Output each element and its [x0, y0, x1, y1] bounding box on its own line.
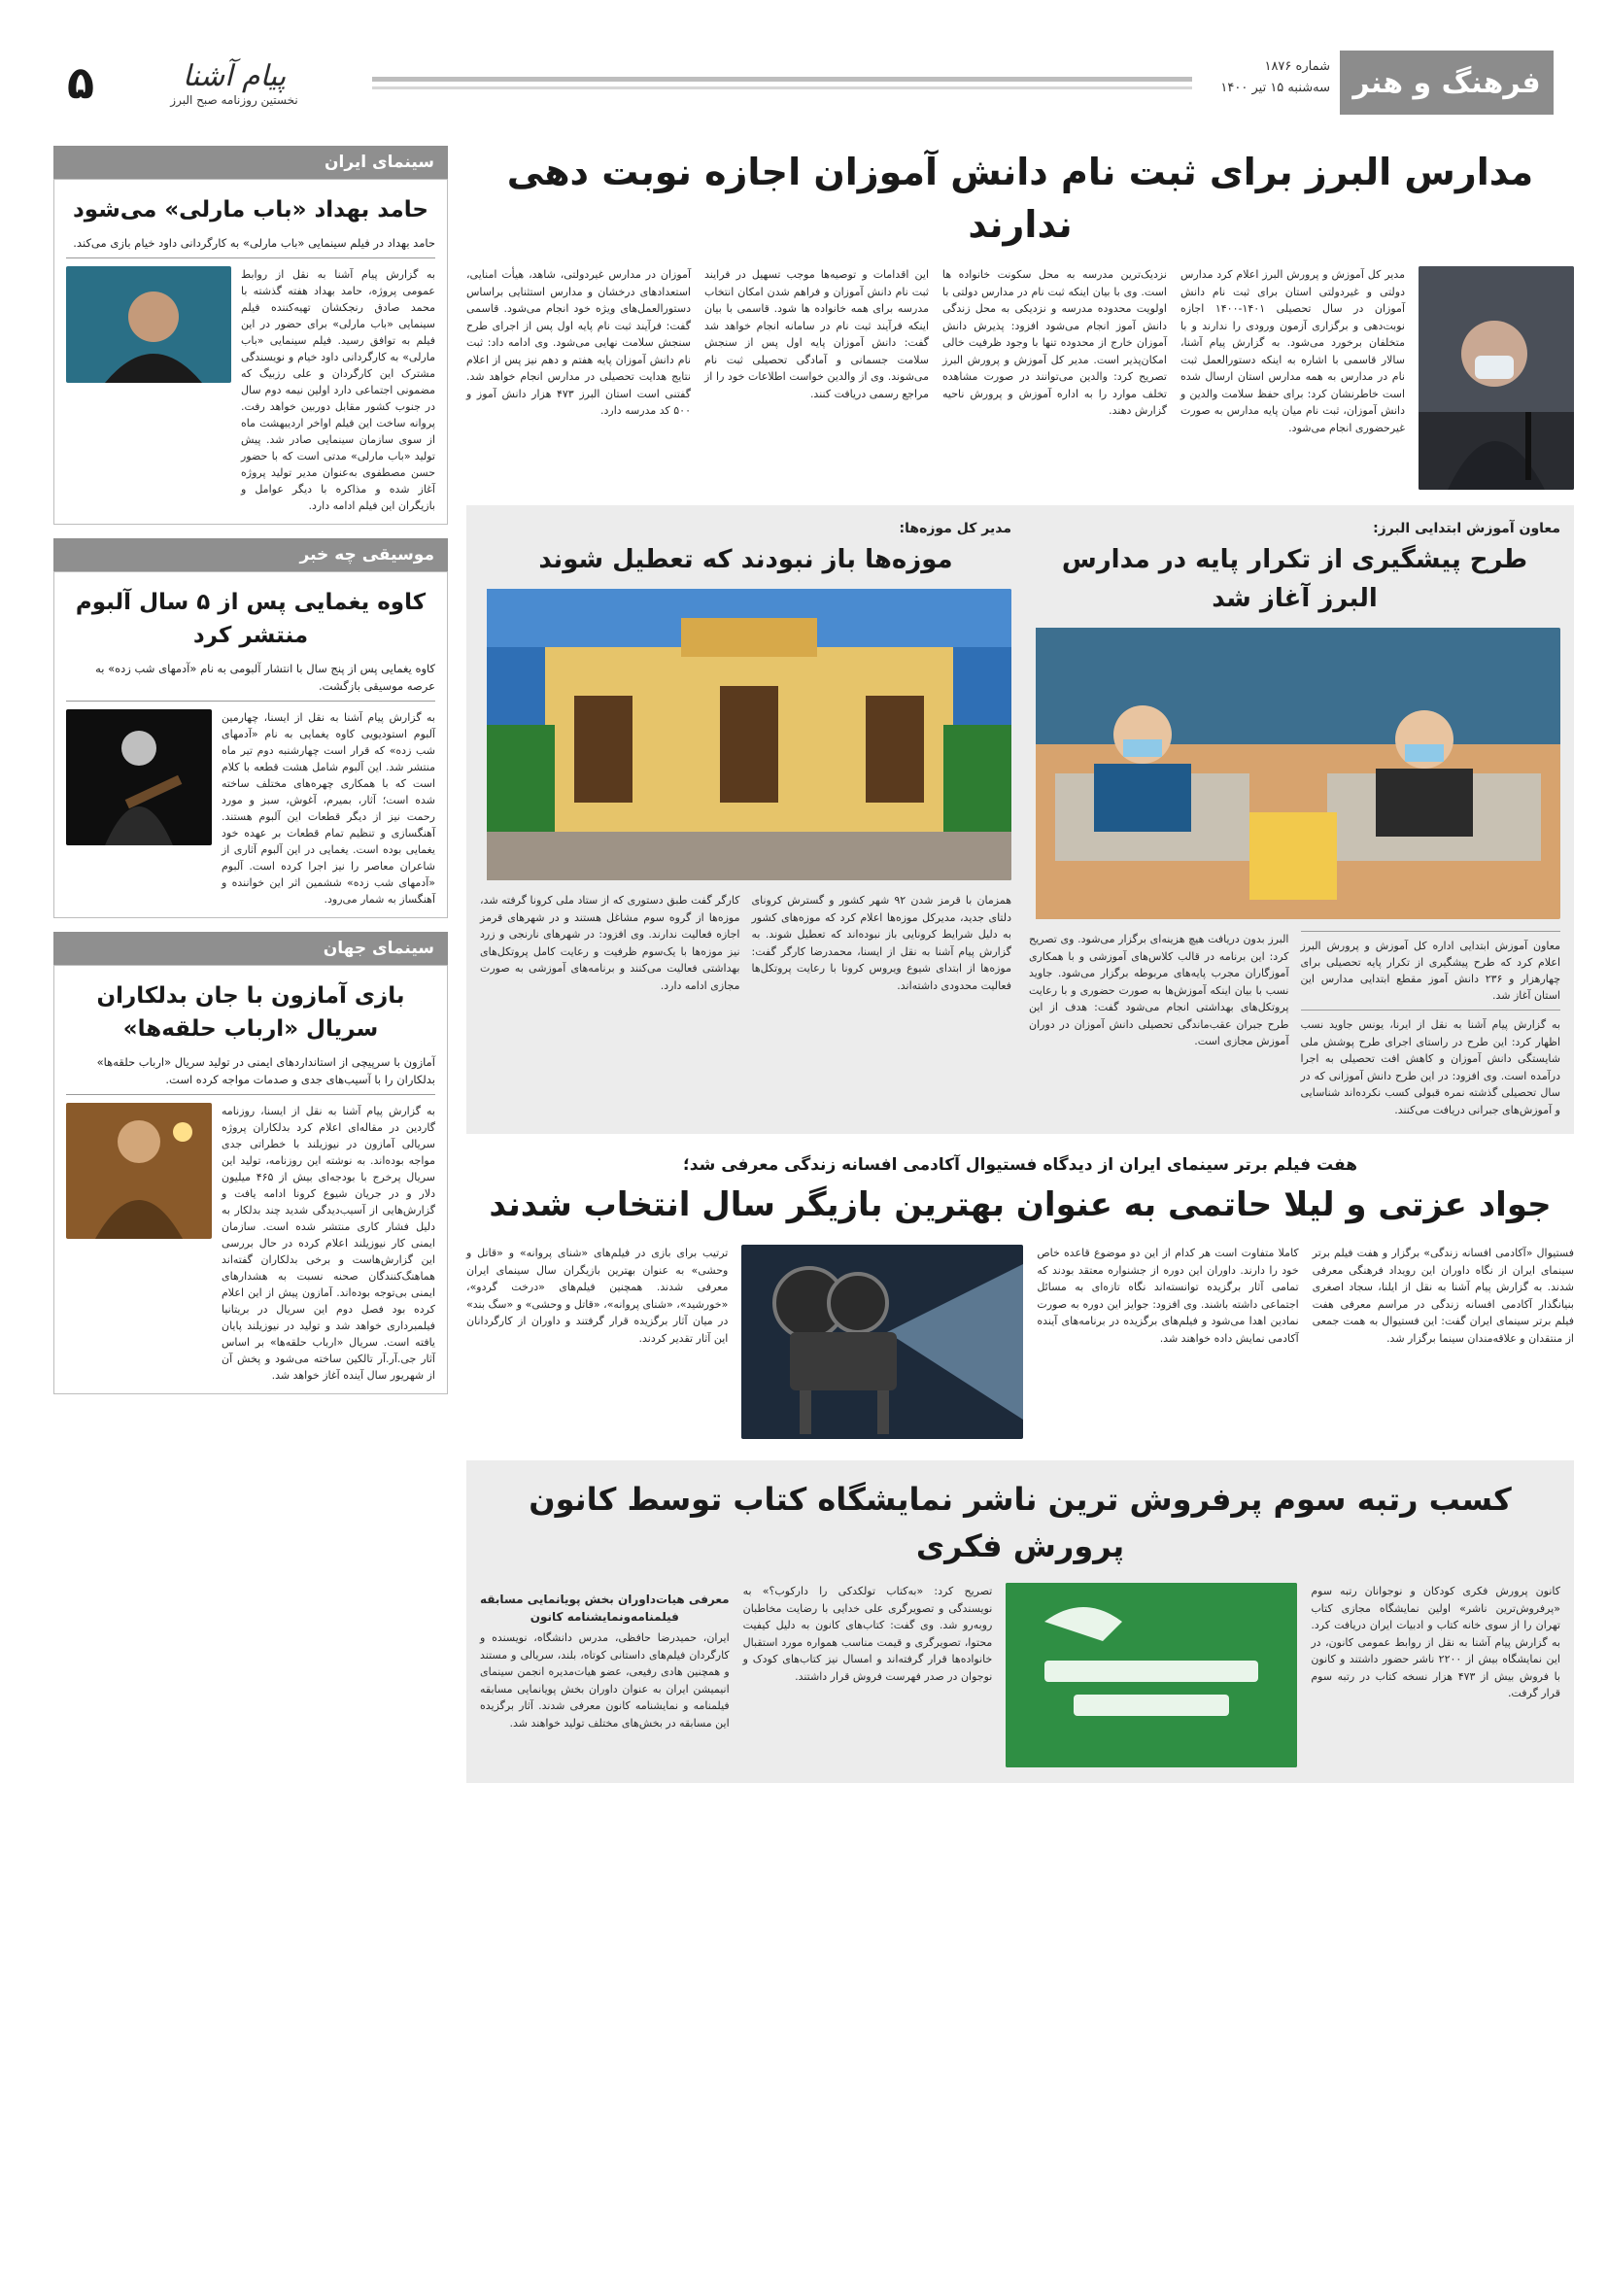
lead-article [466, 266, 1574, 490]
lead-columns [466, 266, 1405, 490]
issue-number: شماره ۱۸۷۶ [1264, 59, 1330, 74]
film-col-3: ترتیب برای بازی در فیلم‌های «شنای پروانه» و «قاتل و وحشی» به عنوان بهترین بازیگران سال سینمای ایران معرفی شدند. همچنین فیلم‌های «درخت گردو»، «خورشید»، «شنای پروانه»، «قاتل و وحشی» و «سگ بند» در میان آثار برگزیده قرار گرفتند و داوران از کارگردانان این آثار تقدیر کردند. [466, 1247, 729, 1345]
film-projector-icon [741, 1245, 1023, 1439]
book-col-1: کانون پرورش فکری کودکان و نوجوانان رتبه سوم «پرفروش‌ترین ناشر» اولین نمایشگاه مجازی کتاب تهران را از سوی خانه کتاب و ادبیات ایران دریافت کرد. به گزارش پیام آشنا به نقل از روابط عمومی کانون، در این نمایشگاه بیش از ۲۲۰۰ ناشر حضور داشتند و کانون با فروش بیش از ۴۷۳ هزار نسخه کتاب در رتبه سوم قرار گرفت. [1311, 1585, 1560, 1699]
iran-cinema-lead: حامد بهداد در فیلم سینمایی «باب مارلی» به کارگردانی داود خیام بازی می‌کند. [66, 234, 435, 258]
museum-col-1: همزمان با قرمز شدن ۹۲ شهر کشور و گسترش کرونای دلتای جدید، مدیرکل موزه‌ها اعلام کرد که موزه‌های کشور به دلیل شرایط کرونایی باز نبوده‌اند که تعطیل شوند. به گزارش پیام آشنا به نقل از ایسنا، محمدرضا کارگر گفت: موزه‌ها از ابتدای شیوع ویروس کرونا با رعایت پروتکل‌ها فعالیت محدودی داشته‌اند. [751, 894, 1012, 992]
film-photo [741, 1245, 1023, 1439]
museum-columns [480, 892, 1011, 994]
book-headline: کسب رتبه سوم پرفروش ترین ناشر نمایشگاه کتاب توسط کانون پرورش فکری [529, 1481, 1512, 1564]
music-title: کاوه یغمایی پس از ۵ سال آلبوم منتشر کرد [75, 590, 427, 648]
music-box [53, 571, 448, 918]
lead-col-3: این اقدامات و توصیه‌ها موجب تسهیل در فرایند ثبت نام دانش آموزان و فراهم شدن امکان انتخاب مدرسه برای همه خانواده ها شود. قاسمی با بیان اینکه فرآیند ثبت نام در سامانه انجام خواهد شد گفت: دانش آموزان پایه اول پس از سنجش سلامت جسمانی و آمادگی تحصیلی ثبت نام می‌شوند. وی از والدین خواست اطلاعات خود را از مراجع رسمی دریافت کنند. [704, 268, 929, 400]
world-cinema-body: به گزارش پیام آشنا به نقل از ایسنا، روزنامه گاردین در مقاله‌ای اعلام کرد بدلکاران پروژه سریالی آمازون در نیوزیلند با خطراتی جدی مواجه بوده‌اند. به نوشته این روزنامه، تولید این سریال پرخرج با بودجه‌ای بیش از ۴۶۵ میلیون دلار و در جریان شیوع کرونا ادامه یافت و گزارش‌هایی از آسیب‌دیدگی شدید چند بدلکار به دلیل فشار کاری منتشر شده است. سازمان ایمنی کار نیوزیلند اعلام کرده در حال بررسی این گزارش‌هاست و برخی بدلکاران گفته‌اند هماهنگ‌کنندگان صحنه نسبت به هشدارهای ایمنی بی‌توجه بوده‌اند. آمازون پیش از این اعلام کرده بود فصل دوم این سریال در بریتانیا فیلمبرداری خواهد شد و تولید در نیوزیلند پایان یافته است. سریال «ارباب حلقه‌ها» بر اساس آثار جی.آر.آر تالکین ساخته می‌شود و پخش آن از شهریور سال آینده آغاز خواهد شد. [222, 1105, 435, 1382]
museum-col-2: کارگر گفت طبق دستوری که از ستاد ملی کرونا گرفته شد، موزه‌ها از گروه سوم مشاغل هستند و در شهرهای قرمز اجازه فعالیت ندارند. وی افزود: در شهرهای نارنجی و زرد نیز موزه‌ها با یک‌سوم ظرفیت و رعایت کامل پروتکل‌های بهداشتی فعالیت می‌کنند و برنامه‌های آموزشی به صورت مجازی ادامه دارد. [480, 894, 740, 992]
paper-slogan: نخستین روزنامه صبح البرز [170, 92, 298, 107]
issue-date: سه‌شنبه ۱۵ تیر ۱۴۰۰ [1220, 81, 1330, 95]
page-number: ۵ [66, 56, 95, 109]
book-photo [1006, 1583, 1297, 1767]
book-band [466, 1460, 1574, 1783]
education-museum-band [466, 505, 1574, 1134]
book-subtitle: معرفی هیات‌داوران بخش پویانمایی مسابقه فیلمنامه‌ونمایشنامه کانون [480, 1593, 730, 1624]
lead-photo [1419, 266, 1574, 490]
lead-headline: مدارس البرز برای ثبت نام دانش آموزان اجازه نوبت دهی ندارند [506, 151, 1534, 246]
official-portrait-icon [1419, 266, 1574, 490]
lead-col-2: نزدیک‌ترین مدرسه به محل سکونت خانواده ها است. وی با بیان اینکه ثبت نام در مدارس دولتی با اولویت محدوده مدرسه و نزدیکی به محل زندگی دانش آموز انجام می‌شود افزود: پذیرش دانش آموزان خارج از محدوده تنها با وجود ظرفیت خالی امکان‌پذیر است. مدیر کل آموزش و پرورش البرز تصریح کرد: والدین می‌توانند در صورت مشاهده تخلف موارد را به اداره آموزش و پرورش ناحیه گزارش دهند. [942, 268, 1167, 417]
museum-headline: موزه‌ها باز نبودند که تعطیل شوند [538, 545, 953, 574]
guitarist-icon [66, 709, 212, 845]
book-article [480, 1583, 1560, 1767]
primary-lead: معاون آموزش ابتدایی اداره کل آموزش و پرورش البرز اعلام کرد که طرح پیشگیری از تکرار پایه تحصیلی برای چهارهزار و ۲۳۶ دانش آموز مقطع ابتدایی مدارس این استان آغاز شد. [1301, 931, 1561, 1011]
film-article [466, 1245, 1574, 1439]
primary-kicker: معاون آموزش ابتدایی البرز: [1373, 521, 1560, 536]
film-col-1: فستیوال «آکادمی افسانه زندگی» برگزار و هفت فیلم برتر سینمای ایران از نگاه داوران این رویداد فرهنگی معرفی شدند. به گزارش پیام آشنا به نقل از ایلنا، سجاد اصغری بنیانگذار آکادمی افسانه زندگی در مراسم معرفی هفت فیلم برتر سینمای ایران گفت: این فستیوال به همت جمعی از منتقدان و علاقه‌مندان سینما برگزار شد. [1312, 1247, 1574, 1345]
actor-portrait-icon [66, 266, 231, 383]
film-kicker: هفت فیلم برتر سینمای ایران از دیدگاه فستیوال آکادمی افسانه زندگی معرفی شد؛ [682, 1155, 1358, 1175]
primary-col-1: به گزارش پیام آشنا به نقل از ایرنا، یونس جاوید نسب اظهار کرد: این طرح در راستای اجرای طرح پوشش ملی شایستگی دانش آموزان و کاهش افت تحصیلی به اجرا درآمده است. وی افزود: در این طرح دانش آموزانی که در سال تحصیلی گذشته نمره قبولی کسب نکرده‌اند شناسایی و آموزش‌های جبرانی دریافت می‌کنند. [1300, 1018, 1560, 1116]
fantasy-character-icon [66, 1103, 212, 1239]
music-body: به گزارش پیام آشنا به نقل از ایسنا، چهارمین آلبوم استودیویی کاوه یغمایی به نام «آدمهای شب زده» که قرار است چهارشنبه دوم تیر ماه منتشر شد. این آلبوم شامل هشت قطعه با کلام است که با همکاری چهره‌های مختلف ساخته شده است؛ آثار، بمیرم، آغوش، سبز و مورد رحمت نیز از دیگر قطعات این آلبوم هستند. آهنگسازی و تنظیم تمام قطعات بر عهده خود یغمایی بوده است. یغمایی در این آلبوم آثاری از شاعران معاصر را نیز اجرا کرده است. آلبوم «آدمهای شب زده» ششمین اثر این خواننده و آهنگساز به شمار می‌رود. [222, 711, 435, 906]
world-cinema-title: بازی آمازون با جان بدلکاران سریال «ارباب حلقه‌ها» [96, 983, 405, 1042]
world-cinema-box [53, 965, 448, 1394]
world-cinema-photo [66, 1103, 212, 1239]
museum-story [480, 521, 1011, 1118]
primary-story [1029, 521, 1560, 1118]
music-heading: موسیقی چه خبر [53, 538, 448, 571]
paper-logo: پیام آشنا [182, 58, 287, 93]
book-col-2: تصریح کرد: «به‌کتاب تولکدکی را دارکوب؟» به نویسندگی و تصویرگری علی خدایی با رضایت مخاطبان روبه‌رو شد. وی گفت: کتاب‌های کانون به دلیل کیفیت محتوا، تصویرگری و قیمت مناسب همواره مورد استقبال خانواده‌ها قرار گرفته‌اند و امسال نیز کتاب‌های کودک و نوجوان در صدر فهرست فروش قرار داشتند. [742, 1585, 993, 1683]
section-tag: فرهنگ و هنر [1340, 51, 1554, 115]
primary-photo [1029, 628, 1560, 919]
world-cinema-heading: سینمای جهان [53, 932, 448, 965]
primary-headline: طرح پیشگیری از تکرار پایه در مدارس البرز آغاز شد [1061, 545, 1528, 613]
issue-info [1204, 51, 1340, 115]
kanoon-banner-icon [1006, 1583, 1297, 1767]
music-lead: کاوه یغمایی پس از پنج سال با انتشار آلبومی به نام «آدمهای شب زده» به عرصه موسیقی بازگشت. [66, 660, 435, 702]
primary-columns [1029, 931, 1560, 1118]
classroom-icon [1036, 628, 1560, 919]
iran-cinema-box [53, 179, 448, 525]
museum-building-icon [487, 589, 1011, 880]
film-col-2: کاملا متفاوت است هر کدام از این دو موضوع قاعده خاص خود را دارند. داوران این دوره از جشنواره معتقد بودند که تمامی آثار برگزیده توانسته‌اند نگاه تازه‌ای به مسائل اجتماعی داشته باشند. وی افزود: جوایز این دوره به صورت نمادین اهدا می‌شود و فیلم‌های برگزیده در برنامه‌های آینده آکادمی نمایش داده خواهند شد. [1037, 1247, 1299, 1345]
book-col-3: ایران، حمیدرضا حافظی، مدرس دانشگاه، نویسنده و کارگردان فیلم‌های داستانی کوتاه، بلند، سریالی و مستند و همچنین هادی رفیعی، عضو هیات‌مدیره انجمن سینمای انیمیشن ایران به عنوان داوران بخش پویانمایی مسابقه فیلمنامه و نمایشنامه کانون معرفی شدند. آثار برگزیده این مسابقه در بخش‌های مختلف تولید خواهند شد. [479, 1631, 730, 1730]
iran-cinema-heading: سینمای ایران [53, 146, 448, 179]
iran-cinema-title: حامد بهداد «باب مارلی» می‌شود [72, 197, 429, 223]
film-headline: جواد عزتی و لیلا حاتمی به عنوان بهترین بازیگر سال انتخاب شدند [489, 1185, 1552, 1224]
lead-col-4: آموزان در مدارس غیردولتی، شاهد، هیأت امنایی، استعدادهای درخشان و مدارس استثنایی براساس دستورالعمل‌های ویژه خود انجام می‌شود. قاسمی گفت: فرآیند ثبت نام پایه اول پس از اجرای طرح سنجش سلامت نهایی می‌شود. وی ادامه داد: ثبت نام دانش آموزان پایه هفتم و دهم نیز پس از اعلام نتایج هدایت تحصیلی در مدارس انجام خواهد شد. گفتنی است استان البرز ۴۷۳ هزار دانش آموز و ۵۰۰ کد مدرسه دارد. [466, 268, 691, 417]
paper-name [108, 51, 360, 115]
lead-col-1: مدیر کل آموزش و پرورش البرز اعلام کرد مدارس دولتی و غیردولتی استان برای ثبت نام دانش آموزان در سال تحصیلی ۱۴۰۱-۱۴۰۰ اجازه نوبت‌دهی و برگزاری آزمون ورودی را ندارند و با متخلفان برخورد می‌شود. به گزارش پیام آشنا، سالار قاسمی با اشاره به اینکه دستورالعمل ثبت نام در مدارس به همه مدارس استان ارسال شده است خاطرنشان کرد: برای حفظ سلامت والدین و دانش آموزان، ثبت نام میان پایه مدارس به صورت غیرحضوری انجام می‌شود. [1180, 268, 1405, 434]
music-photo [66, 709, 212, 845]
museum-photo [480, 589, 1011, 880]
iran-cinema-photo [66, 266, 231, 383]
main-column [466, 146, 1574, 1783]
masthead-rule [360, 51, 1204, 115]
iran-cinema-body: به گزارش پیام آشنا به نقل از روابط عمومی پروژه، حامد بهداد هفته گذشته با محمد صادق رنجکشان تهیه‌کننده فیلم سینمایی «باب مارلی» برای حضور در این فیلم به توافق رسید. فیلم سینمایی «باب مارلی» به کارگردانی داود خیام و نویسندگی مشترک این کارگردان و علی رزبیگ که مضمونی اجتماعی دارد اولین نیمه دوم سال در جنوب کشور مقابل دوربین خواهد رفت. پروانه ساخت این فیلم اواخر اردیبهشت ماه از سوی سازمان سینمایی صادر شد. پیش تولید «باب مارلی» مدتی است که با حضور حسن مصطفوی به‌عنوان مدیر تولید پروژه آغاز شده و مذاکره با دیگر عوامل و بازیگران این فیلم ادامه دارد. [241, 268, 435, 512]
world-cinema-lead: آمازون با سرپیچی از استانداردهای ایمنی در تولید سریال «ارباب حلقه‌ها» بدلکاران را با آسیب‌های جدی و صدمات مواجه کرده است. [66, 1053, 435, 1095]
primary-col-2: البرز بدون دریافت هیچ هزینه‌ای برگزار می‌شود. وی تصریح کرد: این برنامه در قالب کلاس‌های آموزشی و با همکاری آموزگاران مجرب پایه‌های مربوطه برگزار می‌شود. جاوید نسب با بیان اینکه آموزش‌ها به صورت حضوری و با رعایت پروتکل‌های بهداشتی انجام می‌شود گفت: هدف از این طرح جبران عقب‌ماندگی تحصیلی دانش آموزان در دوران آموزش مجازی است. [1029, 933, 1289, 1047]
museum-kicker: مدیر کل موزه‌ها: [899, 521, 1011, 536]
masthead [53, 51, 1554, 115]
side-column [53, 146, 448, 1408]
